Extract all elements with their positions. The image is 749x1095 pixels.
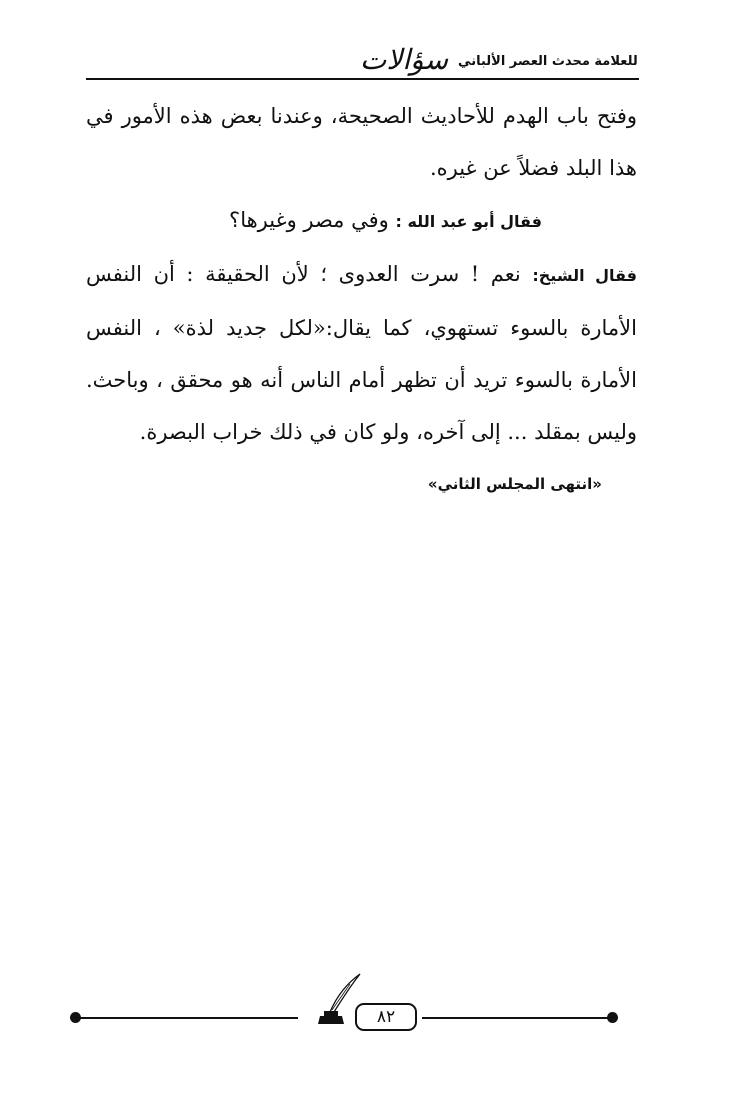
- page-number: ٨٢: [355, 1003, 417, 1031]
- quill-inkwell-icon: [302, 972, 362, 1028]
- answer-paragraph: [86, 248, 637, 458]
- question-paragraph: [86, 194, 637, 248]
- paragraph-1: وفتح باب الهدم للأحاديث الصحيحة، وعندنا بعض هذه الأمور في هذا البلد فضلاً عن غيره.: [86, 104, 637, 180]
- footer-rule-left: [76, 1017, 298, 1019]
- answer-text: نعم ! سرت العدوى ؛ لأن الحقيقة : أن النفس الأمارة بالسوء تستهوي، كما يقال:«لكل جديد لذة» ، النفس الأمارة بالسوء تريد أن تظهر أمام الناس أنه هو محقق ، وباحث. وليس بمقلد ... إلى آخره، ولو كان في ذلك خراب البصرة.: [86, 262, 637, 444]
- question-text: وفي مصر وغيرها؟: [229, 208, 389, 232]
- book-title-logo: سؤالات: [360, 43, 449, 76]
- footer-rule-right: [422, 1017, 612, 1019]
- page-footer: [70, 1000, 620, 1040]
- question-speaker: فقال أبو عبد الله :: [395, 212, 542, 231]
- header-rule: [86, 78, 639, 80]
- running-header: [360, 40, 639, 74]
- session-end-note: «انتهى المجلس الثاني»: [427, 475, 602, 493]
- footer-ornament-dot-right: [607, 1012, 618, 1023]
- page-body: [86, 90, 637, 510]
- answer-speaker: فقال الشيخ:: [532, 266, 637, 285]
- header-subtitle: للعلامة محدث العصر الألباني: [458, 54, 638, 70]
